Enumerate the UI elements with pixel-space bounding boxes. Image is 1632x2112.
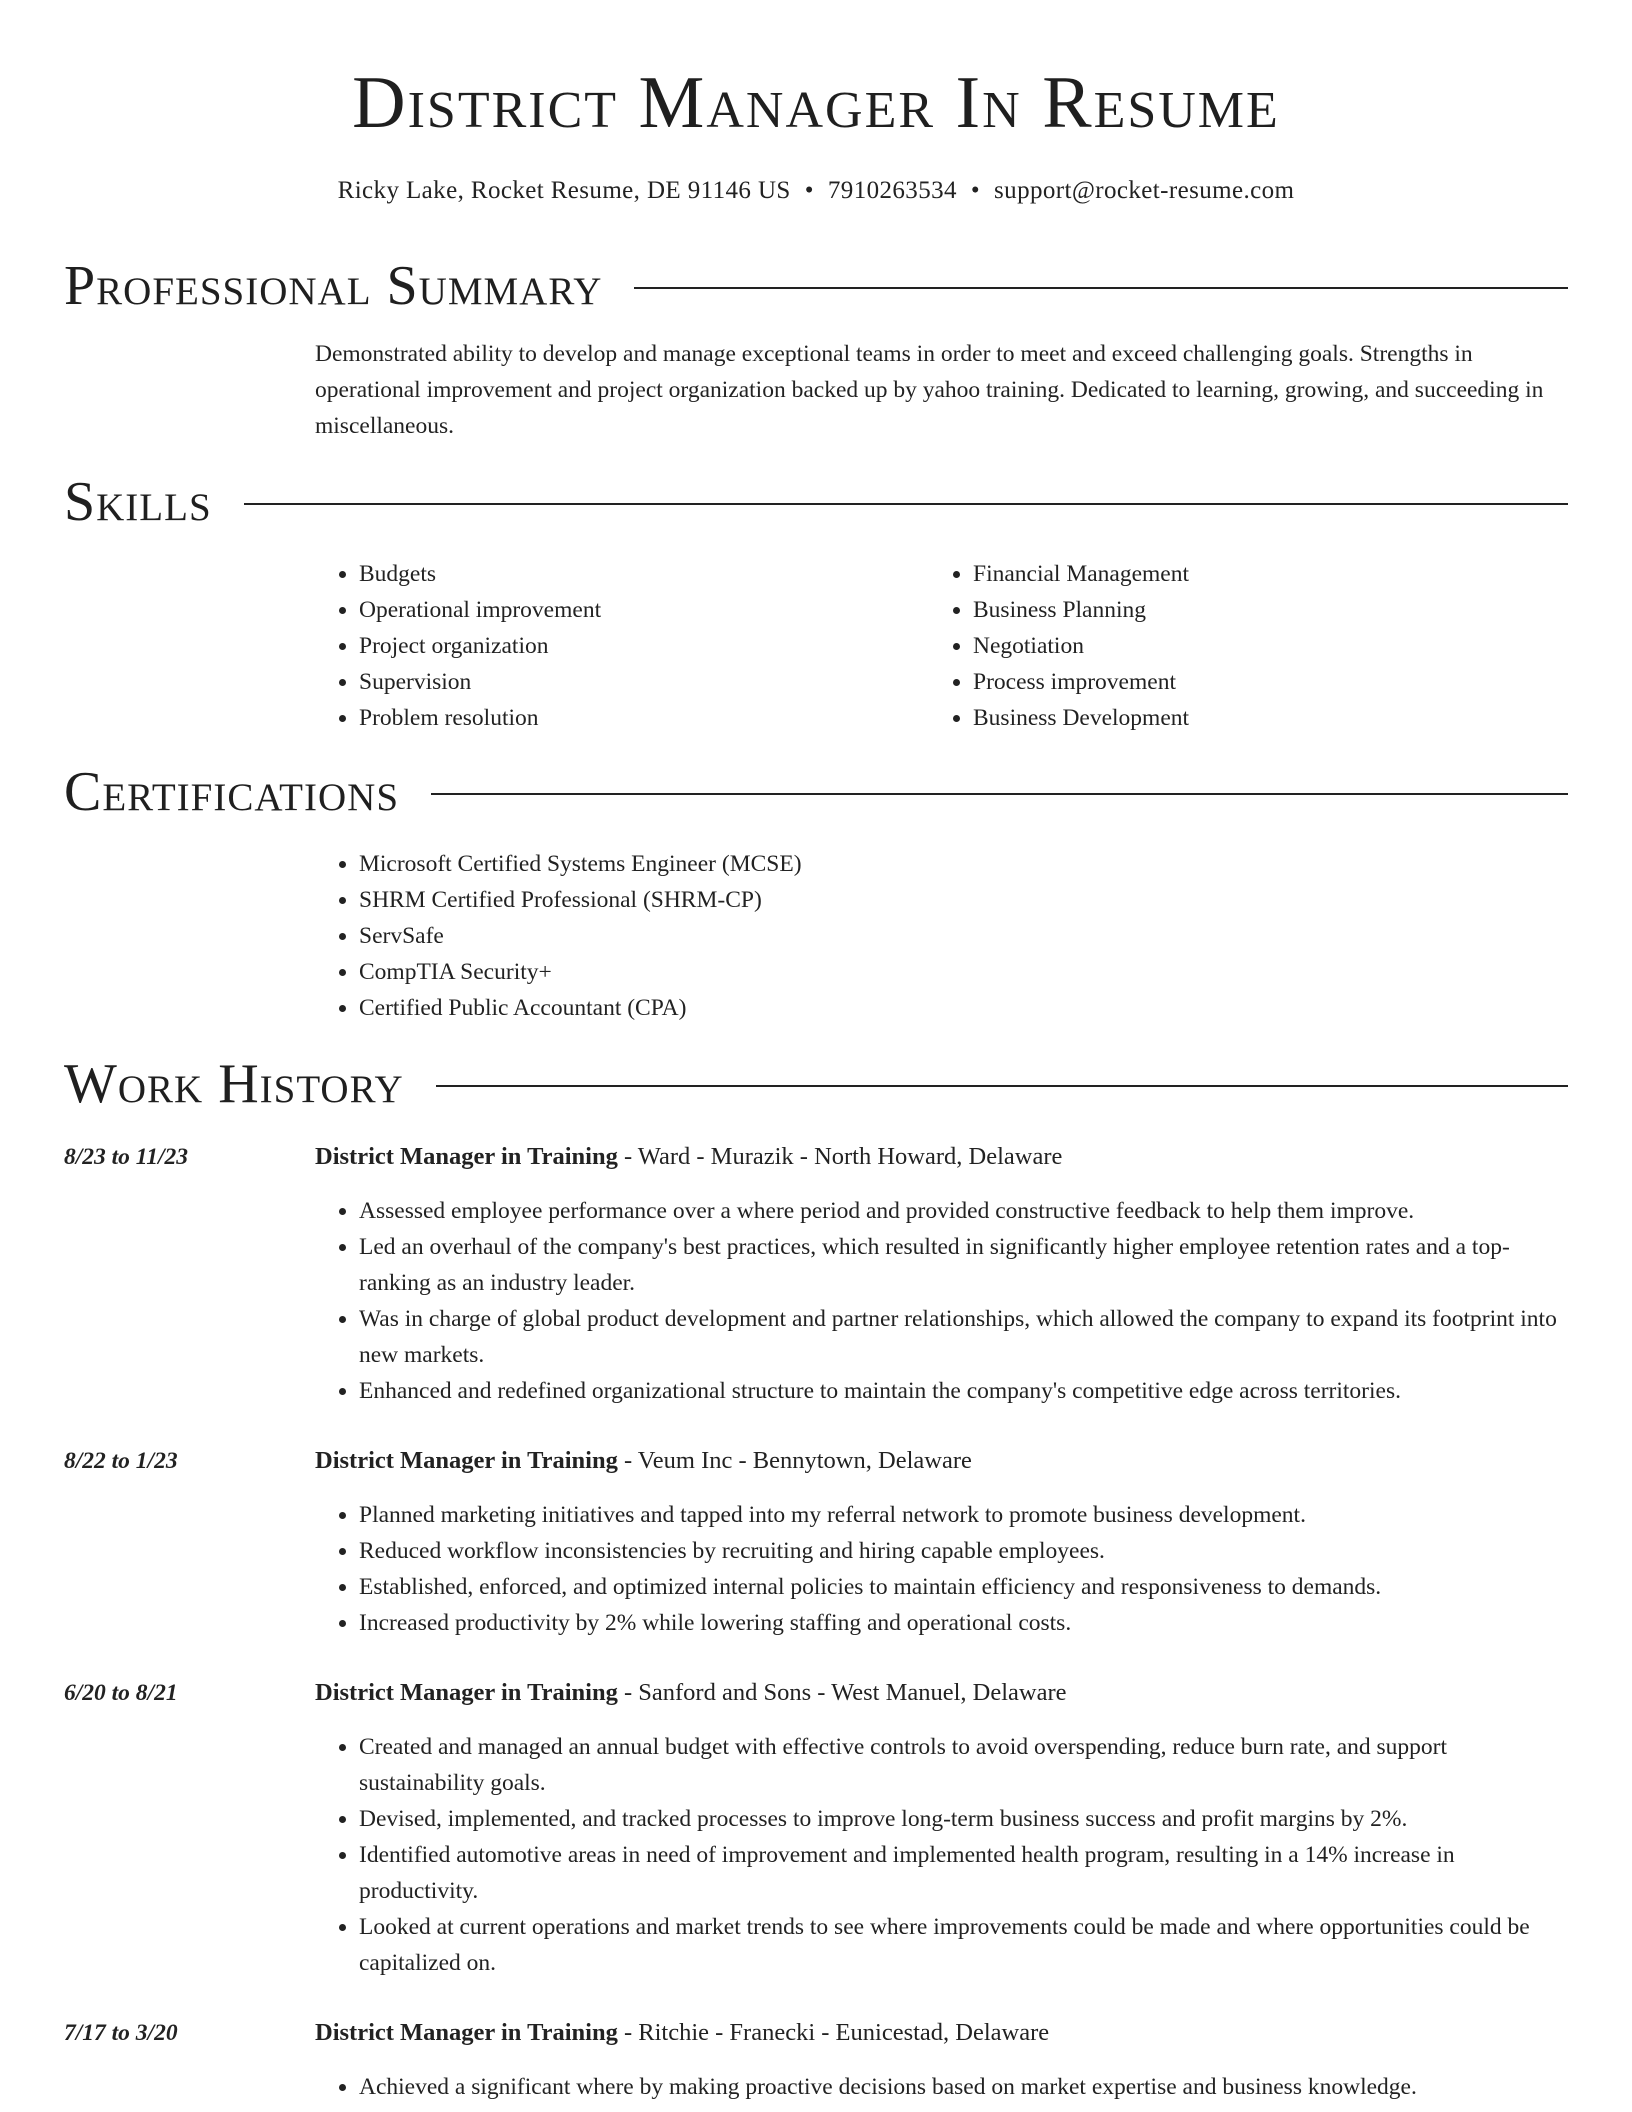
section-header-skills bbox=[64, 470, 1568, 534]
job-bullets bbox=[315, 2069, 1568, 2105]
certification-item: • ServSafe bbox=[359, 918, 1555, 954]
skill-item: • Business Planning bbox=[973, 592, 1549, 628]
skill-item: • Project organization bbox=[359, 628, 915, 664]
job-dates: 6/20 to 8/21 bbox=[64, 1680, 178, 1706]
job-bullet: • Assessed employee performance over a where period and provided constructive feedback to help them improve. bbox=[359, 1193, 1568, 1229]
skill-item: • Business Development bbox=[973, 700, 1549, 736]
job-company: - Veum Inc - Bennytown, Delaware bbox=[617, 1447, 972, 1474]
job-company: - Sanford and Sons - West Manuel, Delaware bbox=[617, 1679, 1067, 1706]
contact-phone: 7910263534 bbox=[827, 177, 957, 204]
job-bullet: • Increased productivity by 2% while lowering staffing and operational costs. bbox=[359, 1605, 1568, 1641]
certification-item: • Microsoft Certified Systems Engineer (MCSE) bbox=[359, 846, 1555, 882]
job-bullet: • Was in charge of global product development and partner relationships, which allowed the company to expand its footprint into new markets. bbox=[359, 1301, 1568, 1373]
section-header-certifications bbox=[64, 760, 1568, 824]
job-header bbox=[315, 1675, 1568, 1711]
job-dates: 7/17 to 3/20 bbox=[64, 2020, 178, 2046]
section-divider bbox=[244, 503, 1568, 505]
section-divider bbox=[431, 793, 1568, 795]
skill-item: • Supervision bbox=[359, 664, 915, 700]
section-title-certifications: Certifications bbox=[64, 761, 400, 823]
skill-item: • Process improvement bbox=[973, 664, 1549, 700]
contact-email: support@rocket-resume.com bbox=[994, 177, 1295, 204]
job-bullets bbox=[315, 1193, 1568, 1409]
job-header bbox=[315, 1443, 1568, 1479]
section-divider bbox=[436, 1085, 1568, 1087]
job-bullet: • Planned marketing initiatives and tapped into my referral network to promote business development. bbox=[359, 1497, 1568, 1533]
summary-text: Demonstrated ability to develop and manage exceptional teams in order to meet and exceed challenging goals. Strengths in operational improvement and project organization backed up by yahoo training. Dedicated to learning, growing, and succeeding in miscellaneous. bbox=[315, 341, 1544, 439]
job-bullet: • Reduced workflow inconsistencies by recruiting and hiring capable employees. bbox=[359, 1533, 1568, 1569]
skill-item: • Problem resolution bbox=[359, 700, 915, 736]
skill-item: • Negotiation bbox=[973, 628, 1549, 664]
job-header bbox=[315, 2015, 1568, 2051]
certification-item: • SHRM Certified Professional (SHRM-CP) bbox=[359, 882, 1555, 918]
job-title: District Manager in Training bbox=[315, 1447, 618, 1474]
skill-item: • Financial Management bbox=[973, 556, 1549, 592]
skill-item: • Budgets bbox=[359, 556, 915, 592]
job-header bbox=[315, 1139, 1568, 1175]
section-header-summary bbox=[64, 254, 1568, 318]
job-company: - Ward - Murazik - North Howard, Delaware bbox=[617, 1143, 1063, 1170]
section-title-work-history: Work History bbox=[64, 1053, 404, 1115]
contact-line bbox=[0, 174, 1632, 208]
section-title-summary: Professional Summary bbox=[64, 255, 603, 317]
job-bullets bbox=[315, 1497, 1568, 1641]
skills-list-left bbox=[315, 556, 915, 736]
resume-title: District Manager In Resume bbox=[352, 62, 1280, 144]
job-bullets bbox=[315, 1729, 1568, 1981]
contact-address: Ricky Lake, Rocket Resume, DE 91146 US bbox=[337, 177, 791, 204]
contact-separator: • bbox=[970, 177, 981, 204]
skills-list-right bbox=[929, 556, 1549, 736]
job-bullet: • Enhanced and redefined organizational structure to maintain the company's competitive edge across territories. bbox=[359, 1373, 1568, 1409]
job-bullet: • Achieved a significant where by making proactive decisions based on market expertise and business knowledge. bbox=[359, 2069, 1568, 2105]
job-bullet: • Created and managed an annual budget with effective controls to avoid overspending, reduce burn rate, and support sustainability goals. bbox=[359, 1729, 1568, 1801]
job-bullet: • Devised, implemented, and tracked processes to improve long-term business success and profit margins by 2%. bbox=[359, 1801, 1568, 1837]
job-bullet: • Led an overhaul of the company's best practices, which resulted in significantly higher employee retention rates and a top-ranking as an industry leader. bbox=[359, 1229, 1568, 1301]
job-bullet: • Identified automotive areas in need of improvement and implemented health program, resulting in a 14% increase in productivity. bbox=[359, 1837, 1568, 1909]
contact-separator: • bbox=[804, 177, 814, 204]
section-title-skills: Skills bbox=[64, 471, 212, 533]
certifications-list bbox=[315, 846, 1555, 1026]
job-bullet: • Established, enforced, and optimized internal policies to maintain efficiency and responsiveness to demands. bbox=[359, 1569, 1568, 1605]
job-bullet: • Looked at current operations and market trends to see where improvements could be made and where opportunities could be capitalized on. bbox=[359, 1909, 1568, 1981]
section-divider bbox=[634, 287, 1568, 289]
job-dates: 8/22 to 1/23 bbox=[64, 1448, 178, 1474]
certification-item: • CompTIA Security+ bbox=[359, 954, 1555, 990]
section-header-work-history bbox=[64, 1052, 1568, 1116]
skill-item: • Operational improvement bbox=[359, 592, 915, 628]
job-title: District Manager in Training bbox=[315, 2019, 618, 2046]
job-company: - Ritchie - Franecki - Eunicestad, Delaware bbox=[617, 2019, 1050, 2046]
job-dates: 8/23 to 11/23 bbox=[64, 1144, 189, 1170]
certification-item: • Certified Public Accountant (CPA) bbox=[359, 990, 1555, 1026]
job-title: District Manager in Training bbox=[315, 1679, 618, 1706]
job-title: District Manager in Training bbox=[315, 1143, 618, 1170]
